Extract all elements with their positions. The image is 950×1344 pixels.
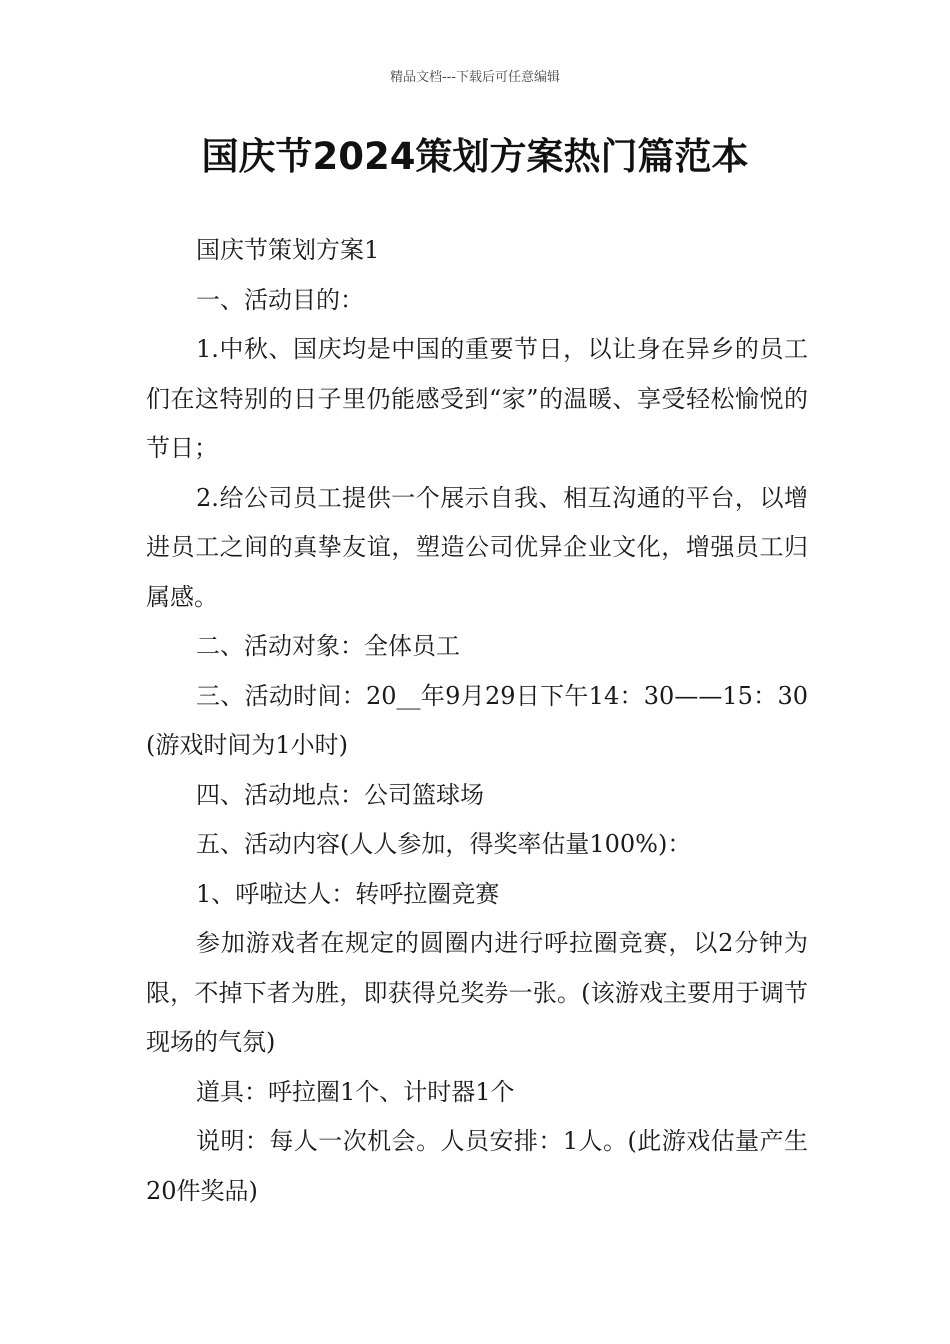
document-title: 国庆节2024策划方案热门篇范本 — [201, 135, 749, 178]
paragraph-game-1-title: 1、呼啦达人：转呼拉圈竞赛 — [196, 879, 500, 908]
paragraph-game-1-rules: 参加游戏者在规定的圆圈内进行呼拉圈竞赛，以2分钟为限，不掉下者为胜，即获得兑奖券一张。(该游戏主要用于调节现场的气氛) — [146, 929, 808, 1056]
paragraph-purpose-2: 2.给公司员工提供一个展示自我、相互沟通的平台，以增进员工之间的真挚友谊，塑造公司优异企业文化，增强员工归属感。 — [146, 483, 808, 611]
paragraph-section-content: 五、活动内容(人人参加，得奖率估量100%)： — [196, 830, 692, 858]
paragraph-plan-heading: 国庆节策划方案1 — [196, 236, 380, 264]
paragraph-section-location: 四、活动地点：公司篮球场 — [196, 780, 484, 809]
paragraph-section-time: 三、活动时间：20__年9月29日下午14：30——15：30(游戏时间为1小时) — [146, 681, 808, 759]
page-header-note: 精品文档---下载后可任意编辑 — [389, 70, 561, 85]
paragraph-section-audience: 二、活动对象：全体员工 — [196, 632, 460, 660]
paragraph-game-1-props: 道具：呼拉圈1个、计时器1个 — [196, 1077, 515, 1106]
document-body — [146, 226, 808, 1216]
paragraph-game-1-notes: 说明：每人一次机会。人员安排：1人。(此游戏估量产生20件奖品) — [146, 1127, 808, 1205]
paragraph-purpose-1: 1.中秋、国庆均是中国的重要节日，以让身在异乡的员工们在这特别的日子里仍能感受到“家”的温暖、享受轻松愉悦的节日； — [146, 335, 808, 462]
paragraph-section-purpose: 一、活动目的： — [196, 285, 364, 314]
